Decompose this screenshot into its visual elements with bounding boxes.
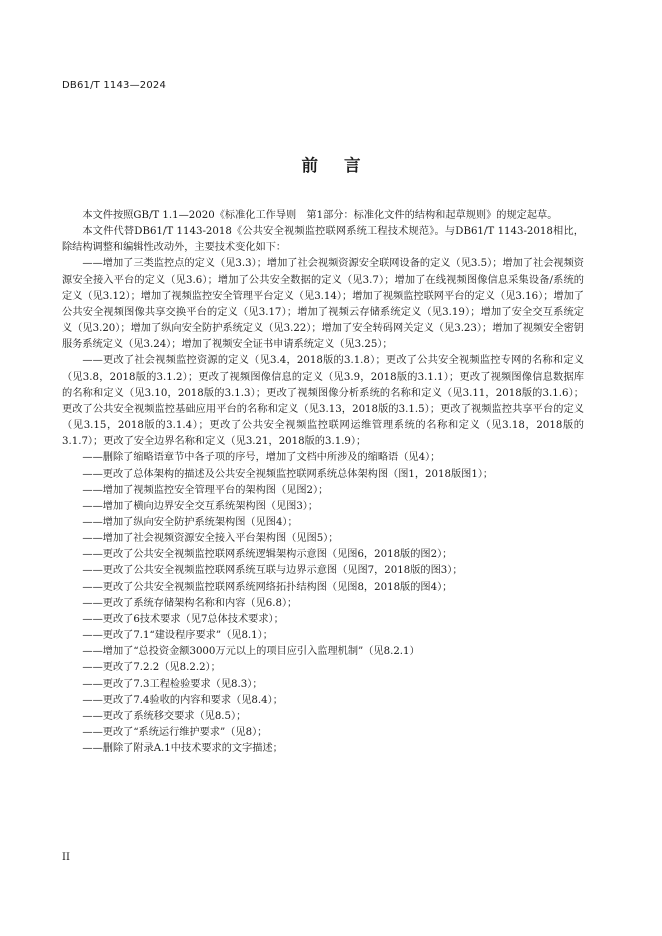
change-item: ——删除了缩略语章节中各子项的序号，增加了文档中所涉及的缩略语（见4）； — [82, 452, 441, 464]
document-body — [62, 208, 584, 757]
change-item: ——增加了横向边界安全交互系统架构图（见图3）； — [82, 500, 319, 512]
change-item: ——更改了7.1“建设程序要求”（见8.1）； — [82, 630, 273, 642]
page-title: 前言 — [301, 156, 387, 175]
change-item: ——删除了附录A.1中技术要求的文字描述； — [82, 743, 283, 755]
change-item: ——增加了视频监控安全管理平台的架构图（见图2）； — [82, 484, 329, 496]
change-item: ——增加了三类监控点的定义（见3.3）；增加了社会视频资源安全联网设备的定义（见3.5）；增加了社会视频资源安全接入平台的定义（见3.6）；增加了公共安全数据的定义（见3.7）；增加了在线视频图像信息采集设备/系统的定义（见3.12）；增加了视频监控安全管理平台定义（见3.14）；增加了视频监控联网平台的定义（见3.16）；增加了公共安全视频图像共享交换平台的定义（见3.17）；增加了视频云存储系统定义（见3.19）；增加了安全交互系统定义（见3.20）；增加了纵向安全防护系统定义（见3.22）；增加了安全转码网关定义（见3.23）；增加了视频安全密钥服务系统定义（见3.24）；增加了视频安全证书申请系统定义（见3.25）； — [62, 258, 584, 351]
change-item: ——更改了公共安全视频监控联网系统网络拓扑结构图（见图8，2018版的图4）； — [82, 581, 453, 593]
change-item: ——更改了总体架构的描述及公共安全视频监控联网系统总体架构图（图1，2018版图1）； — [82, 468, 494, 480]
change-item: ——更改了7.2.2（见8.2.2）； — [82, 662, 221, 674]
change-item: ——更改了6技术要求（见7总体技术要求）； — [82, 613, 284, 625]
body-paragraph: 本文件按照GB/T 1.1—2020《标准化工作导则 第1部分：标准化文件的结构和起草规则》的规定起草。 — [82, 210, 558, 221]
change-item: ——更改了系统存储架构名称和内容（见6.8）； — [82, 597, 298, 609]
change-item: ——更改了7.4验收的内容和要求（见8.4）； — [82, 694, 283, 706]
change-item: ——增加了纵向安全防护系统架构图（见图4）； — [82, 516, 298, 528]
change-item: ——更改了公共安全视频监控联网系统逻辑架构示意图（见图6，2018版的图2）； — [82, 549, 453, 561]
document-code: DB61/T 1143—2024 — [62, 80, 167, 91]
change-item: ——更改了7.3工程检验要求（见8.3）； — [82, 678, 263, 690]
change-item: ——更改了社会视频监控资源的定义（见3.4，2018版的3.1.8）；更改了公共安全视频监控专网的名称和定义（见3.8，2018版的3.1.2）；更改了视频图像信息的定义（见3.9，2018版的3.1.1）；更改了视频图像信息数据库的名称和定义（见3.10，2018版的3.1.3）；更改了视频图像分析系统的名称和定义（见3.11，2018版的3.1.6）；更改了公共安全视频监控基础应用平台的名称和定义（见3.13，2018版的3.1.5）；更改了视频监控共享平台的定义（见3.15，2018版的3.1.4）；更改了公共安全视频监控联网运维管理系统的名称和定义（见3.18，2018版的3.1.7）；更改了安全边界名称和定义（见3.21，2018版的3.1.9）； — [62, 355, 584, 448]
body-paragraph: 本文件代替DB61/T 1143-2018《公共安全视频监控联网系统工程技术规范》。与DB61/T 1143-2018相比，除结构调整和编辑性改动外，主要技术变化如下： — [62, 226, 584, 254]
change-item: ——更改了系统移交要求（见8.5）； — [82, 710, 247, 722]
change-item: ——更改了“系统运行维护要求”（见8）； — [82, 727, 268, 738]
change-item: ——更改了公共安全视频监控联网系统互联与边界示意图（见图7，2018版的图3）； — [82, 565, 463, 577]
page-number: II — [62, 852, 70, 863]
change-item: ——增加了“总投资金额3000万元以上的项目应引入监理机制”（见8.2.1） — [82, 646, 420, 658]
change-item: ——增加了社会视频资源安全接入平台架构图（见图5）； — [82, 533, 339, 545]
